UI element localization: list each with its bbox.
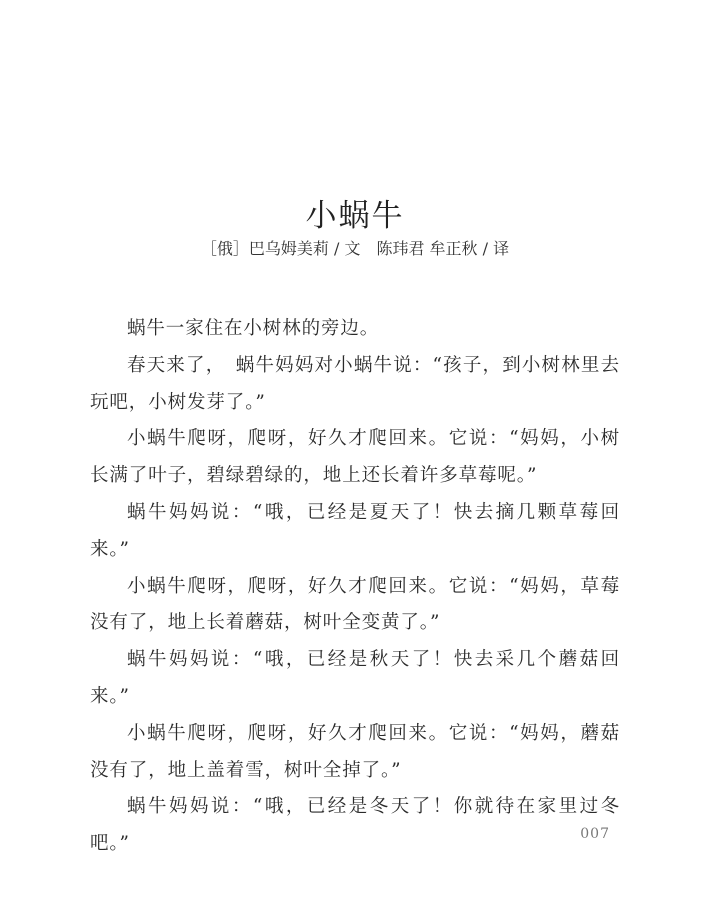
story-text: [90, 311, 620, 863]
story-paragraph: 蜗牛妈妈说：“哦，已经是夏天了！快去摘几颗草莓回来。”: [90, 501, 620, 560]
story-paragraph: 蜗牛妈妈说：“哦，已经是冬天了！你就待在家里过冬吧。”: [90, 796, 620, 855]
story-paragraph: 小蜗牛爬呀，爬呀，好久才爬回来。它说：“妈妈，蘑菇没有了，地上盖着雪，树叶全掉了。”: [90, 722, 620, 781]
story-paragraph: 蜗牛妈妈说：“哦，已经是秋天了！快去采几个蘑菇回来。”: [90, 649, 620, 707]
page-title: 小蜗牛: [305, 198, 405, 234]
story-paragraph: 小蜗牛爬呀，爬呀，好久才爬回来。它说：“妈妈，草莓没有了，地上长着蘑菇，树叶全变黄了。”: [90, 575, 620, 634]
story-paragraph: 小蜗牛爬呀，爬呀，好久才爬回来。它说：“妈妈，小树长满了叶子，碧绿碧绿的，地上还长着许多草莓呢。”: [90, 428, 620, 487]
story-paragraph: 蜗牛一家住在小树林的旁边。: [127, 318, 380, 339]
page-number: 007: [580, 826, 610, 842]
story-paragraph: 春天来了， 蜗牛妈妈对小蜗牛说：“孩子，到小树林里去玩吧，小树发芽了。”: [90, 354, 620, 413]
author-translator-byline: ［俄］巴乌姆美莉 / 文 陈玮君 牟正秋 / 译: [200, 239, 510, 258]
